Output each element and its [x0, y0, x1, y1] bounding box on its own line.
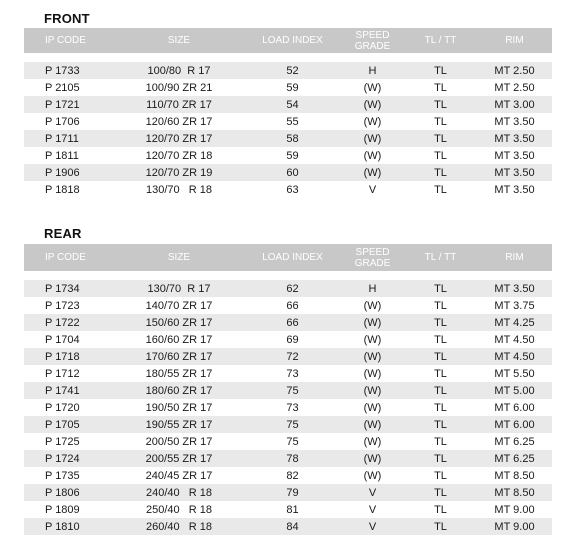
rim-cell: MT 3.50: [494, 166, 535, 179]
rim-cell: MT 6.25: [494, 435, 535, 448]
load-index-cell: 84: [286, 520, 299, 533]
table-row: [24, 164, 552, 181]
speed-grade-cell: V: [368, 503, 377, 516]
tl-tt-cell: TL: [434, 149, 447, 162]
rim-cell: MT 4.25: [494, 316, 535, 329]
tl-tt-cell: TL: [434, 183, 447, 196]
header-speed-grade: SPEED GRADE: [354, 29, 391, 52]
tl-tt-cell: TL: [434, 350, 447, 363]
speed-grade-cell: H: [368, 64, 377, 77]
ip-code-cell: P 1720: [45, 401, 80, 414]
ip-code-cell: P 1711: [45, 132, 79, 145]
rear-table-body: [24, 280, 552, 535]
header-ip-code: IP CODE: [45, 252, 86, 263]
speed-grade-cell: (W): [363, 350, 382, 363]
header-load-index: LOAD INDEX: [262, 252, 323, 263]
tl-tt-cell: TL: [434, 367, 447, 380]
tl-tt-cell: TL: [434, 401, 447, 414]
load-index-cell: 59: [286, 81, 299, 94]
rim-cell: MT 5.00: [494, 384, 535, 397]
rim-cell: MT 3.00: [494, 98, 535, 111]
rim-cell: MT 3.50: [494, 149, 535, 162]
table-row: [24, 280, 552, 297]
load-index-cell: 69: [286, 333, 299, 346]
load-index-cell: 59: [286, 149, 299, 162]
ip-code-cell: P 1906: [45, 166, 80, 179]
tl-tt-cell: TL: [434, 469, 447, 482]
ip-code-cell: P 1718: [45, 350, 80, 363]
rear-section-title: REAR: [44, 226, 82, 241]
size-cell: 100/90 ZR 21: [145, 81, 213, 94]
ip-code-cell: P 1806: [45, 486, 80, 499]
load-index-cell: 75: [286, 435, 299, 448]
speed-grade-cell: H: [368, 282, 377, 295]
ip-code-cell: P 1818: [45, 183, 80, 196]
front-table-header: [24, 28, 552, 53]
rim-cell: MT 6.00: [494, 418, 535, 431]
ip-code-cell: P 1741: [45, 384, 80, 397]
speed-grade-cell: (W): [363, 316, 382, 329]
table-row: [24, 382, 552, 399]
size-cell: 130/70 R 17: [147, 282, 211, 295]
table-row: [24, 399, 552, 416]
size-cell: 190/55 ZR 17: [145, 418, 213, 431]
rim-cell: MT 4.50: [494, 333, 535, 346]
table-row: [24, 467, 552, 484]
header-speed-grade: SPEED GRADE: [354, 246, 391, 269]
tl-tt-cell: TL: [434, 64, 447, 77]
load-index-cell: 81: [286, 503, 299, 516]
table-row: [24, 501, 552, 518]
ip-code-cell: P 1725: [45, 435, 80, 448]
header-ip-code: IP CODE: [45, 35, 86, 46]
load-index-cell: 52: [286, 64, 299, 77]
load-index-cell: 82: [286, 469, 299, 482]
table-row: [24, 181, 552, 198]
header-rim: RIM: [505, 35, 524, 46]
rim-cell: MT 2.50: [494, 81, 535, 94]
table-row: [24, 416, 552, 433]
header-tl-tt: TL / TT: [424, 252, 457, 263]
tl-tt-cell: TL: [434, 132, 447, 145]
ip-code-cell: P 1724: [45, 452, 80, 465]
speed-grade-cell: (W): [363, 435, 382, 448]
table-row: [24, 314, 552, 331]
ip-code-cell: P 1723: [45, 299, 80, 312]
ip-code-cell: P 1733: [45, 64, 80, 77]
tl-tt-cell: TL: [434, 81, 447, 94]
header-tl-tt: TL / TT: [424, 35, 457, 46]
table-row: [24, 484, 552, 501]
table-row: [24, 433, 552, 450]
load-index-cell: 63: [286, 183, 299, 196]
speed-grade-cell: (W): [363, 333, 382, 346]
size-cell: 160/60 ZR 17: [145, 333, 213, 346]
load-index-cell: 79: [286, 486, 299, 499]
rim-cell: MT 6.00: [494, 401, 535, 414]
speed-grade-cell: (W): [363, 299, 382, 312]
table-row: [24, 365, 552, 382]
tl-tt-cell: TL: [434, 299, 447, 312]
rim-cell: MT 8.50: [494, 469, 535, 482]
tl-tt-cell: TL: [434, 98, 447, 111]
tl-tt-cell: TL: [434, 418, 447, 431]
speed-grade-cell: (W): [363, 401, 382, 414]
size-cell: 240/45 ZR 17: [145, 469, 213, 482]
speed-grade-cell: (W): [363, 452, 382, 465]
load-index-cell: 75: [286, 384, 299, 397]
size-cell: 190/50 ZR 17: [145, 401, 213, 414]
front-table-body: [24, 62, 552, 198]
tl-tt-cell: TL: [434, 520, 447, 533]
header-rim: RIM: [505, 252, 524, 263]
load-index-cell: 78: [286, 452, 299, 465]
tl-tt-cell: TL: [434, 435, 447, 448]
rim-cell: MT 6.25: [494, 452, 535, 465]
ip-code-cell: P 1721: [45, 98, 80, 111]
table-row: [24, 62, 552, 79]
size-cell: 240/40 R 18: [145, 486, 213, 499]
rim-cell: MT 3.50: [494, 132, 535, 145]
table-row: [24, 79, 552, 96]
ip-code-cell: P 1705: [45, 418, 80, 431]
rim-cell: MT 8.50: [494, 486, 535, 499]
speed-grade-cell: (W): [363, 469, 382, 482]
tl-tt-cell: TL: [434, 316, 447, 329]
speed-grade-cell: (W): [363, 149, 382, 162]
speed-grade-cell: (W): [363, 98, 382, 111]
size-cell: 150/60 ZR 17: [145, 316, 213, 329]
table-row: [24, 297, 552, 314]
ip-code-cell: P 1810: [45, 520, 80, 533]
speed-grade-cell: (W): [363, 81, 382, 94]
rim-cell: MT 3.50: [494, 115, 535, 128]
load-index-cell: 62: [286, 282, 299, 295]
table-row: [24, 348, 552, 365]
rim-cell: MT 2.50: [494, 64, 535, 77]
rim-cell: MT 5.50: [494, 367, 535, 380]
tl-tt-cell: TL: [434, 384, 447, 397]
speed-grade-cell: (W): [363, 166, 382, 179]
rim-cell: MT 9.00: [494, 503, 535, 516]
speed-grade-cell: (W): [363, 384, 382, 397]
speed-grade-cell: (W): [363, 115, 382, 128]
load-index-cell: 72: [286, 350, 299, 363]
load-index-cell: 75: [286, 418, 299, 431]
tl-tt-cell: TL: [434, 486, 447, 499]
size-cell: 100/80 R 17: [147, 64, 211, 77]
size-cell: 120/60 ZR 17: [145, 115, 213, 128]
table-row: [24, 147, 552, 164]
size-cell: 200/50 ZR 17: [145, 435, 213, 448]
load-index-cell: 60: [286, 166, 299, 179]
ip-code-cell: P 1712: [45, 367, 80, 380]
size-cell: 110/70 ZR 17: [146, 98, 212, 111]
table-row: [24, 518, 552, 535]
load-index-cell: 58: [286, 132, 299, 145]
size-cell: 120/70 ZR 19: [145, 166, 213, 179]
load-index-cell: 54: [286, 98, 299, 111]
tl-tt-cell: TL: [434, 333, 447, 346]
table-row: [24, 130, 552, 147]
tl-tt-cell: TL: [434, 282, 447, 295]
speed-grade-cell: (W): [363, 367, 382, 380]
size-cell: 250/40 R 18: [145, 503, 213, 516]
size-cell: 180/60 ZR 17: [145, 384, 213, 397]
rim-cell: MT 4.50: [494, 350, 535, 363]
size-cell: 120/70 ZR 17: [145, 132, 213, 145]
size-cell: 200/55 ZR 17: [145, 452, 213, 465]
speed-grade-cell: V: [368, 486, 377, 499]
size-cell: 260/40 R 18: [145, 520, 213, 533]
table-row: [24, 113, 552, 130]
ip-code-cell: P 2105: [45, 81, 80, 94]
speed-grade-cell: V: [368, 520, 377, 533]
ip-code-cell: P 1734: [45, 282, 80, 295]
load-index-cell: 73: [286, 367, 299, 380]
size-cell: 180/55 ZR 17: [145, 367, 213, 380]
size-cell: 130/70 R 18: [145, 183, 213, 196]
speed-grade-cell: (W): [363, 132, 382, 145]
speed-grade-cell: V: [368, 183, 377, 196]
front-section-title: FRONT: [44, 11, 90, 26]
header-size: SIZE: [167, 252, 191, 263]
rim-cell: MT 3.50: [494, 183, 535, 196]
rim-cell: MT 3.50: [494, 282, 535, 295]
header-size: SIZE: [167, 35, 191, 46]
tl-tt-cell: TL: [434, 166, 447, 179]
ip-code-cell: P 1722: [45, 316, 80, 329]
ip-code-cell: P 1735: [45, 469, 80, 482]
rim-cell: MT 9.00: [494, 520, 535, 533]
size-cell: 170/60 ZR 17: [145, 350, 213, 363]
ip-code-cell: P 1704: [45, 333, 80, 346]
ip-code-cell: P 1706: [45, 115, 80, 128]
rear-table-header: [24, 244, 552, 271]
load-index-cell: 55: [286, 115, 299, 128]
tl-tt-cell: TL: [434, 452, 447, 465]
size-cell: 140/70 ZR 17: [145, 299, 213, 312]
tl-tt-cell: TL: [434, 503, 447, 516]
load-index-cell: 73: [286, 401, 299, 414]
table-row: [24, 96, 552, 113]
speed-grade-cell: (W): [363, 418, 382, 431]
load-index-cell: 66: [286, 316, 299, 329]
table-row: [24, 331, 552, 348]
ip-code-cell: P 1809: [45, 503, 80, 516]
load-index-cell: 66: [286, 299, 299, 312]
size-cell: 120/70 ZR 18: [145, 149, 213, 162]
tl-tt-cell: TL: [434, 115, 447, 128]
table-row: [24, 450, 552, 467]
header-load-index: LOAD INDEX: [262, 35, 323, 46]
rim-cell: MT 3.75: [494, 299, 535, 312]
ip-code-cell: P 1811: [45, 149, 79, 162]
